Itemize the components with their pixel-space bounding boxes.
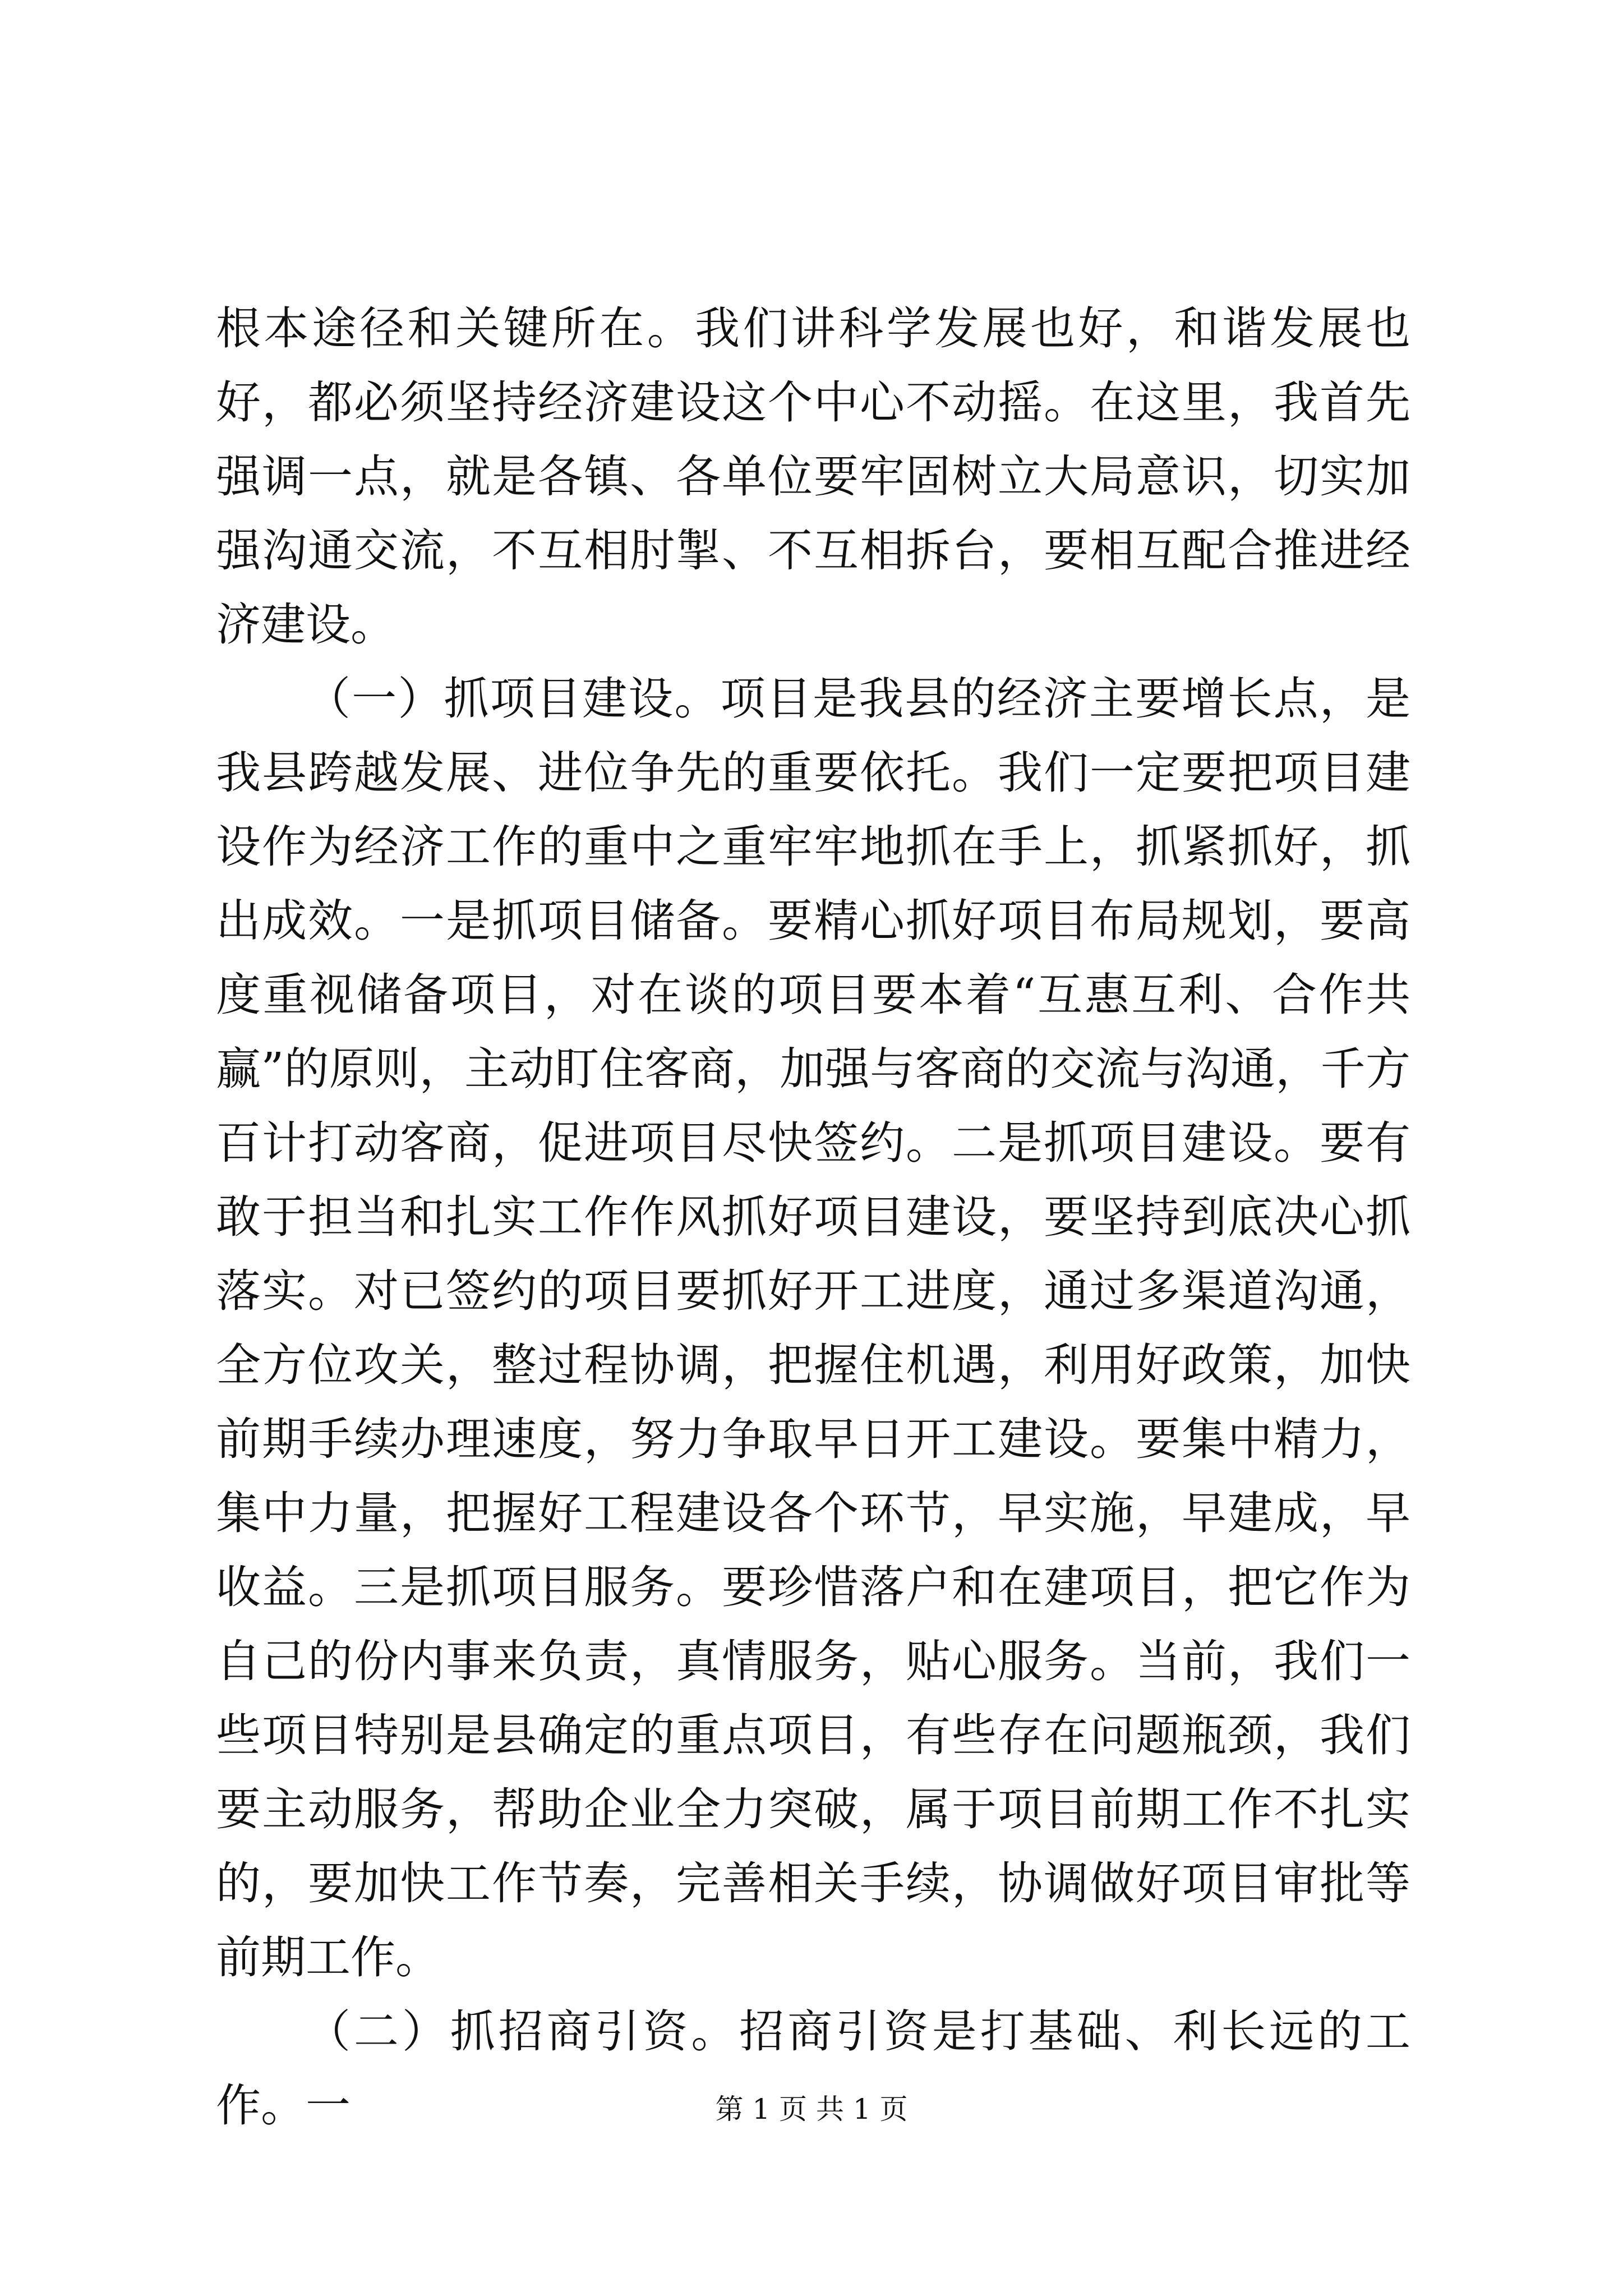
paragraph-continuation: 根本途径和关键所在。我们讲科学发展也好，和谐发展也好，都必须坚持经济建设这个中心不动摇。在这里，我首先强调一点，就是各镇、各单位要牢固树立大局意识，切实加强沟通交流，不互相肘掣、不互相拆台，要相互配合推进经济建设。	[216, 302, 1410, 651]
body-text	[216, 292, 1410, 2143]
page-number-label: 第 1 页 共 1 页	[715, 2093, 908, 2125]
page-footer	[0, 2092, 1623, 2126]
paragraph-project-construction: （一）抓项目建设。项目是我县的经济主要增长点，是我县跨越发展、进位争先的重要依托。我们一定要把项目建设作为经济工作的重中之重牢牢地抓在手上，抓紧抓好，抓出成效。一是抓项目储备。要精心抓好项目布局规划，要高度重视储备项目，对在谈的项目要本着“互惠互利、合作共赢”的原则，主动盯住客商，加强与客商的交流与沟通，千方百计打动客商，促进项目尽快签约。二是抓项目建设。要有敢于担当和扎实工作作风抓好项目建设，要坚持到底决心抓落实。对已签约的项目要抓好开工进度，通过多渠道沟通，全方位攻关，整过程协调，把握住机遇，利用好政策，加快前期手续办理速度，努力争取早日开工建设。要集中精力，集中力量，把握好工程建设各个环节，早实施，早建成，早收益。三是抓项目服务。要珍惜落户和在建项目，把它作为自己的份内事来负责，真情服务，贴心服务。当前，我们一些项目特别是县确定的重点项目，有些存在问题瓶颈，我们要主动服务，帮助企业全力突破，属于项目前期工作不扎实的，要加快工作节奏，完善相关手续，协调做好项目审批等前期工作。	[216, 673, 1410, 1984]
paragraph-investment-attraction: （二）抓招商引资。招商引资是打基础、利长远的工作。一	[216, 2005, 1410, 2132]
